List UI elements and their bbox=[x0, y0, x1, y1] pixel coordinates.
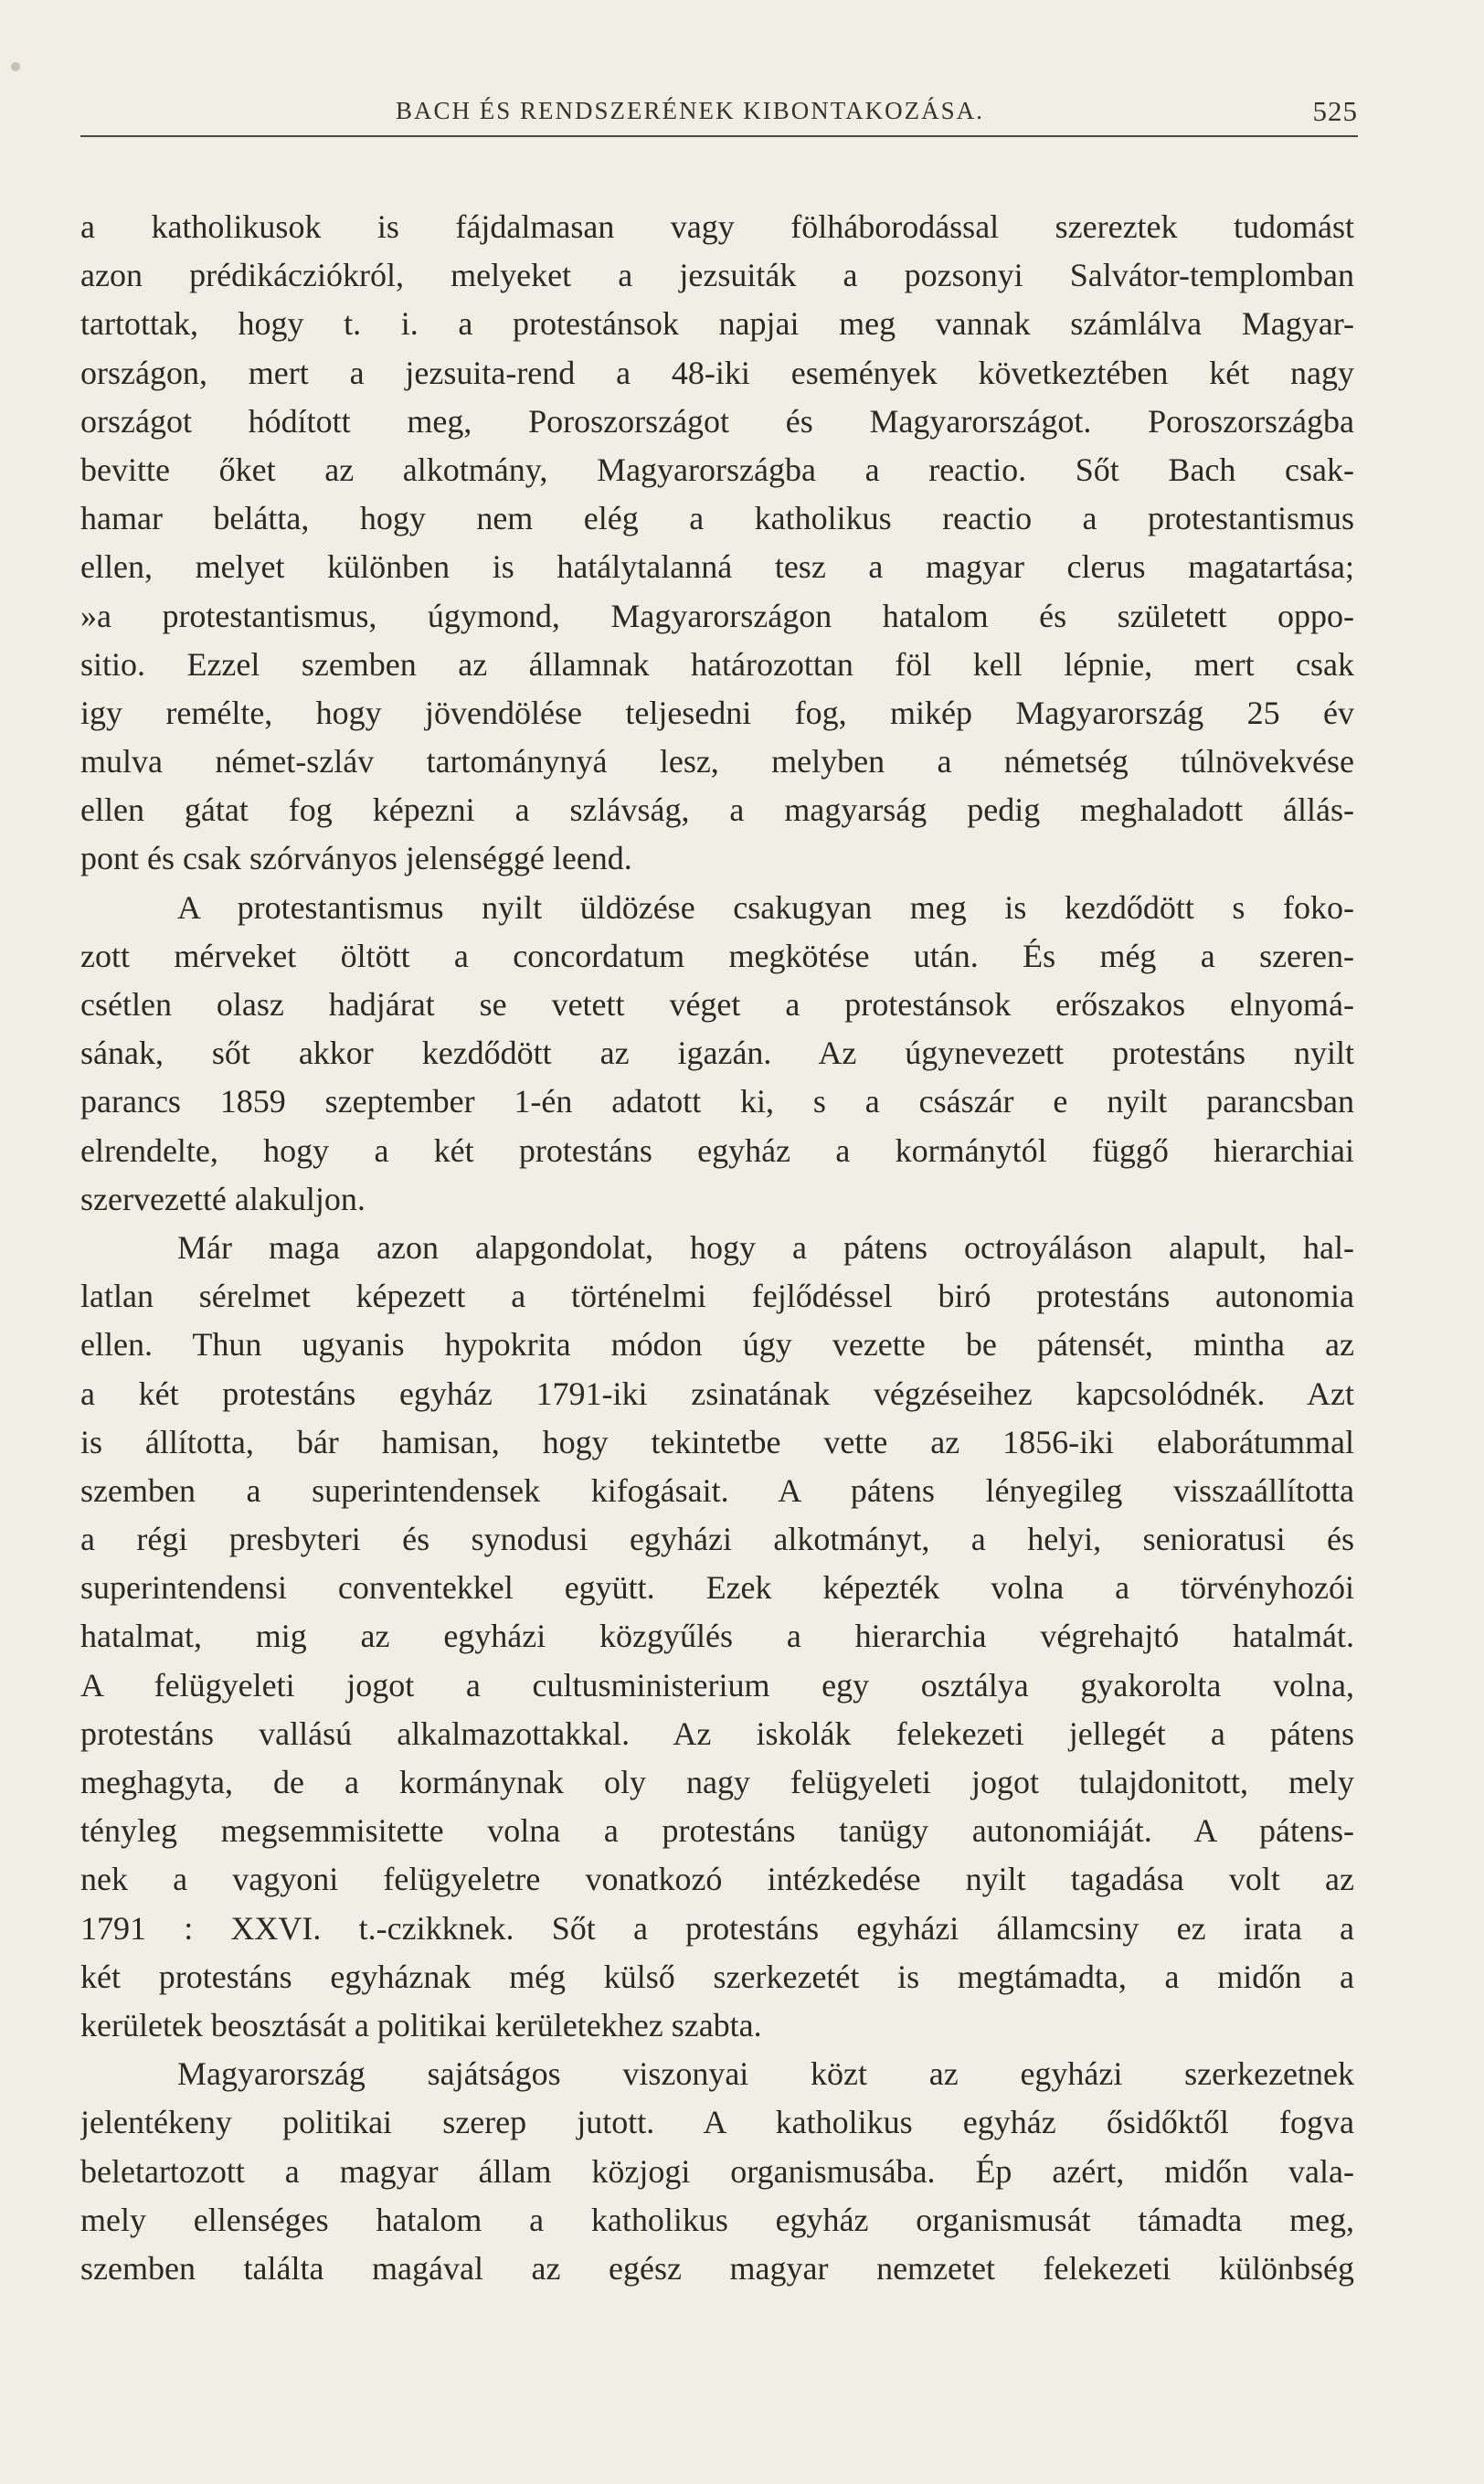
text-line: sának, sőt akkor kezdődött az igazán. Az úgynevezett protestáns nyilt bbox=[80, 1035, 1354, 1072]
text-line: beletartozott a magyar állam közjogi organismusába. Ép azért, midőn vala- bbox=[80, 2152, 1354, 2190]
text-line: igy remélte, hogy jövendölése teljesedni fog, mikép Magyarország 25 év bbox=[80, 694, 1354, 731]
text-line: sitio. Ezzel szemben az államnak határozottan föl kell lépnie, mert csak bbox=[80, 645, 1354, 683]
text-line: elrendelte, hogy a két protestáns egyház a kormánytól függő hierarchiai bbox=[80, 1131, 1354, 1169]
text-line: csétlen olasz hadjárat se vetett véget a protestánsok erőszakos elnyomá- bbox=[80, 986, 1354, 1023]
text-line: is állította, bár hamisan, hogy tekintetbe vette az 1856-iki elaborátummal bbox=[80, 1423, 1354, 1460]
text-line: superintendensi conventekkel együtt. Ezek képezték volna a törvényhozói bbox=[80, 1569, 1354, 1607]
body-text bbox=[80, 203, 1354, 2293]
text-line: hatalmat, mig az egyházi közgyűlés a hierarchia végrehajtó hatalmát. bbox=[80, 1618, 1354, 1655]
text-line: »a protestantismus, úgymond, Magyarországon hatalom és született oppo- bbox=[80, 597, 1354, 634]
text-line: ellen gátat fog képezni a szlávság, a magyarság pedig meghaladott állás- bbox=[80, 791, 1354, 829]
text-line: latlan sérelmet képezett a történelmi fejlődéssel biró protestáns autonomia bbox=[80, 1278, 1354, 1315]
text-line: parancs 1859 szeptember 1-én adatott ki, s a császár e nyilt parancsban bbox=[80, 1083, 1354, 1120]
text-line: szemben találta magával az egész magyar nemzetet felekezeti különbség bbox=[80, 2249, 1354, 2287]
text-line: két protestáns egyháznak még külső szerkezetét is megtámadta, a midőn a bbox=[80, 1958, 1354, 1995]
text-line: országon, mert a jezsuita-rend a 48-iki események következtében két nagy bbox=[80, 354, 1354, 391]
page-speck bbox=[11, 62, 20, 71]
text-line: szervezetté alakuljon. bbox=[80, 1180, 366, 1217]
page-header bbox=[80, 90, 1358, 137]
text-line: A felügyeleti jogot a cultusministerium egy osztálya gyakorolta volna, bbox=[80, 1666, 1354, 1704]
text-line: jelentékeny politikai szerep jutott. A katholikus egyház ősidőktől fogva bbox=[80, 2104, 1354, 2141]
text-line: pont és csak szórványos jelenséggé leend. bbox=[80, 840, 632, 877]
text-line: tartottak, hogy t. i. a protestánsok napjai meg vannak számlálva Magyar- bbox=[80, 305, 1354, 343]
text-line: szemben a superintendensek kifogásait. A pátens lényegileg visszaállította bbox=[80, 1471, 1354, 1509]
running-title: BACH ÉS RENDSZERÉNEK KIBONTAKOZÁSA. bbox=[396, 97, 984, 124]
text-line: a régi presbyteri és synodusi egyházi alkotmányt, a helyi, senioratusi és bbox=[80, 1521, 1354, 1558]
text-line: azon prédikácziókról, melyeket a jezsuiták a pozsonyi Salvátor-templomban bbox=[80, 257, 1354, 294]
text-line: meghagyta, de a kormánynak oly nagy felügyeleti jogot tulajdonitott, mely bbox=[80, 1764, 1354, 1800]
text-line: zott mérveket öltött a concordatum megkötése után. És még a szeren- bbox=[80, 937, 1354, 974]
text-line: protestáns vallású alkalmazottakkal. Az iskolák felekezeti jellegét a pátens bbox=[80, 1714, 1354, 1752]
text-line: bevitte őket az alkotmány, Magyarországba a reactio. Sőt Bach csak- bbox=[80, 451, 1354, 488]
text-line: A protestantismus nyilt üldözése csakugyan meg is kezdődött s foko- bbox=[177, 888, 1354, 926]
text-line: Már maga azon alapgondolat, hogy a pátens octroyáláson alapult, hal- bbox=[177, 1228, 1354, 1266]
text-line: a két protestáns egyház 1791-iki zsinatának végzéseihez kapcsolódnék. Azt bbox=[80, 1375, 1354, 1412]
text-line: tényleg megsemmisitette volna a protestáns tanügy autonomiáját. A pátens- bbox=[80, 1812, 1354, 1850]
text-line: kerületek beosztását a politikai kerületekhez szabta. bbox=[80, 2006, 762, 2043]
text-line: ellen, melyet különben is hatálytalanná tesz a magyar clerus magatartása; bbox=[80, 548, 1354, 586]
text-line: 1791 : XXVI. t.-czikknek. Sőt a protestáns egyházi államcsiny ez irata a bbox=[80, 1909, 1354, 1947]
text-line: ellen. Thun ugyanis hypokrita módon úgy vezette be pátensét, mintha az bbox=[80, 1326, 1354, 1364]
text-line: Magyarország sajátságos viszonyai közt az egyházi szerkezetnek bbox=[177, 2055, 1354, 2093]
text-line: nek a vagyoni felügyeletre vonatkozó intézkedése nyilt tagadása volt az bbox=[80, 1861, 1354, 1898]
text-line: a katholikusok is fájdalmasan vagy fölháborodással szereztek tudomást bbox=[80, 208, 1354, 245]
text-line: országot hódított meg, Poroszországot és Magyarországot. Poroszországba bbox=[80, 402, 1354, 440]
page-number: 525 bbox=[1312, 95, 1358, 127]
text-line: mulva német-szláv tartománynyá lesz, melyben a németség túlnövekvése bbox=[80, 743, 1354, 780]
text-line: hamar belátta, hogy nem elég a katholikus reactio a protestantismus bbox=[80, 500, 1354, 537]
text-line: mely ellenséges hatalom a katholikus egyház organismusát támadta meg, bbox=[80, 2201, 1354, 2238]
